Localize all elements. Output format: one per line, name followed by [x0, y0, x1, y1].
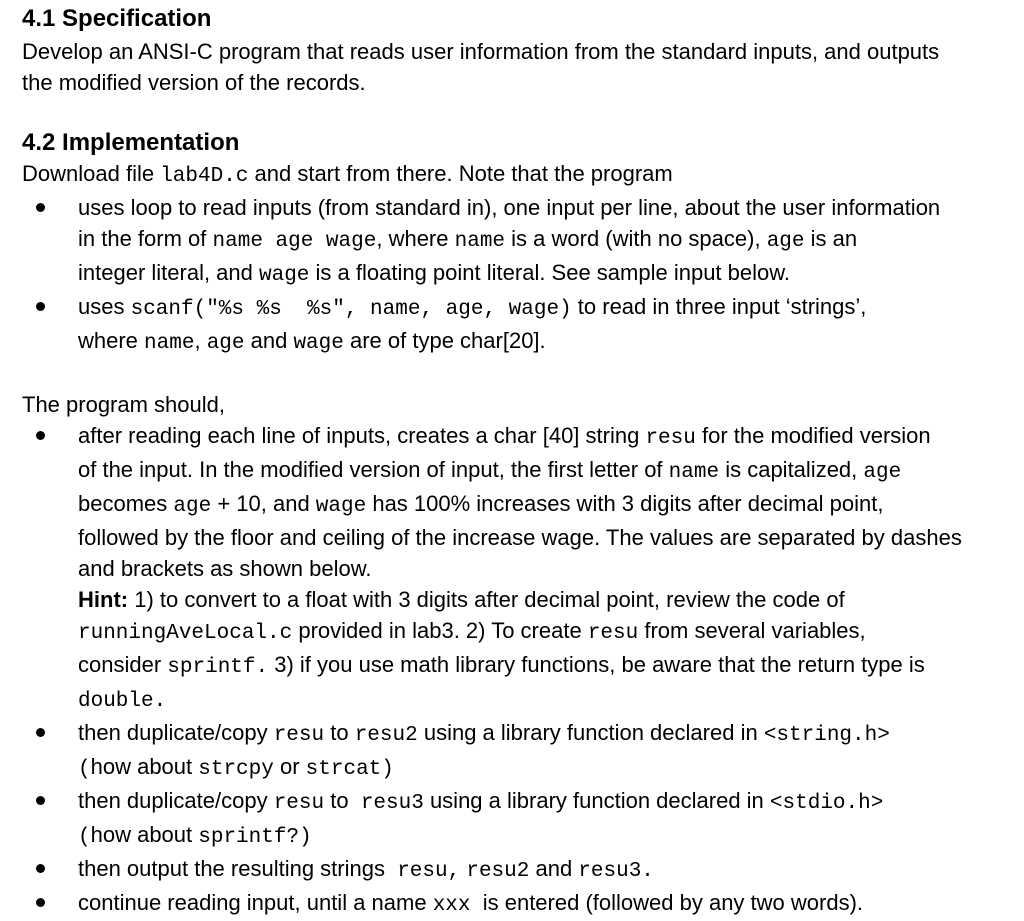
b4-l1c: using a library function declared in: [417, 720, 764, 745]
bullet-item: [22, 853, 1012, 887]
b6-resu3: resu3.: [578, 860, 654, 883]
b6-c: and: [529, 856, 579, 881]
intro-text: Download file: [22, 161, 161, 186]
bullet-item: [22, 785, 1012, 853]
b4-resu: resu: [273, 724, 325, 747]
hint-double: double.: [78, 690, 167, 713]
b3-l1b: for the modified version: [695, 423, 931, 448]
b1-l3a: integer literal, and: [78, 260, 259, 285]
b5-l1c: using a library function declared in: [423, 788, 770, 813]
b6-resu: resu,: [397, 860, 461, 883]
b3-l3b: + 10, and: [211, 491, 316, 516]
hint-label: Hint:: [78, 587, 129, 612]
b1-l1: uses loop to read inputs (from standard in), one input per line, about the user information: [78, 195, 941, 220]
b3-l1a: after reading each line of inputs, creates a char [40] string: [78, 423, 646, 448]
b1-code: name age wage: [212, 230, 377, 253]
file-name: lab4D.c: [160, 165, 249, 188]
b4-strcat: strcat): [305, 758, 394, 781]
b5-sprintf: sprintf?): [198, 826, 312, 849]
b4-resu2: resu2: [354, 724, 418, 747]
b1-l2a: in the form of: [78, 226, 213, 251]
hint-2a: provided in lab3. 2) To create: [292, 618, 588, 643]
spec-line-2: the modified version of the records.: [22, 70, 366, 95]
hint-sprintf: sprintf.: [167, 656, 269, 679]
hint-3a: consider: [78, 652, 168, 677]
intro-text-2: and start from there. Note that the program: [248, 161, 673, 186]
b3-l5: and brackets as shown below.: [78, 556, 372, 581]
impl-bullet-list: [22, 192, 1012, 359]
b5-paren: (: [78, 826, 91, 849]
b2-wage: wage: [293, 332, 344, 355]
b5-resu3: resu3: [360, 792, 424, 815]
section-4-2-heading: 4.2 Implementation: [22, 129, 240, 156]
bullet-item: [22, 291, 1012, 359]
b4-l1a: then duplicate/copy: [78, 720, 274, 745]
b6-resu2: resu2: [466, 860, 530, 883]
b1-l2d: is an: [804, 226, 858, 251]
b3-l2a: of the input. In the modified version of input, the first letter of: [78, 457, 669, 482]
b3-l3c: has 100% increases with 3 digits after decimal point,: [366, 491, 884, 516]
b1-name: name: [454, 230, 506, 253]
bullet-icon: [36, 728, 45, 737]
spec-line-1: Develop an ANSI-C program that reads user information from the standard inputs, and outputs: [22, 39, 940, 64]
hint-code-file: runningAveLocal.c: [78, 622, 293, 645]
bullet-item: [22, 887, 1012, 921]
b2-l2a: where: [78, 328, 145, 353]
b3-l2b: is capitalized,: [719, 457, 864, 482]
b5-l2b: how about: [90, 822, 199, 847]
bullet-icon: [36, 864, 45, 873]
b5-resu: resu: [273, 792, 325, 815]
document-page: [22, 0, 1012, 921]
should-bullet-list: [22, 420, 1012, 921]
program-should: The program should,: [22, 392, 225, 417]
b1-l2b: , where: [376, 226, 455, 251]
b3-l3a: becomes: [78, 491, 174, 516]
b2-l1a: uses: [78, 294, 131, 319]
b3-wage: wage: [315, 495, 367, 518]
b3-age-2: age: [173, 495, 212, 518]
b3-age: age: [863, 461, 902, 484]
b4-l2d: or: [273, 754, 306, 779]
b6-a: then output the resulting strings: [78, 856, 398, 881]
bullet-icon: [36, 796, 45, 805]
b1-wage: wage: [259, 264, 310, 287]
bullet-icon: [36, 302, 45, 311]
bullet-item: [22, 717, 1012, 785]
b2-l1b: to read in three input ‘strings’,: [571, 294, 867, 319]
bullet-item: [22, 420, 1012, 717]
hint-3b: 3) if you use math library functions, be aware that the return type is: [268, 652, 925, 677]
hint-2b: from several variables,: [638, 618, 866, 643]
bullet-item: [22, 192, 1012, 291]
b4-paren: (: [78, 758, 91, 781]
b4-l2b: how about: [90, 754, 199, 779]
b3-name: name: [668, 461, 720, 484]
section-4-1-heading: 4.1 Specification: [22, 5, 212, 32]
b4-header: <string.h>: [763, 724, 890, 747]
b1-l3b: is a floating point literal. See sample input below.: [309, 260, 791, 285]
b5-l1b: to: [324, 788, 361, 813]
b5-l1a: then duplicate/copy: [78, 788, 274, 813]
b5-header: <stdio.h>: [769, 792, 884, 815]
bullet-icon: [36, 431, 45, 440]
b1-age: age: [766, 230, 805, 253]
b3-l4: followed by the floor and ceiling of the increase wage. The values are separated by dashes: [78, 525, 962, 550]
b4-strcpy: strcpy: [198, 758, 274, 781]
b2-name: name: [144, 332, 195, 355]
hint-1: 1) to convert to a float with 3 digits after decimal point, review the code of: [128, 587, 845, 612]
bullet-icon: [36, 203, 45, 212]
b2-l2b: ,: [194, 328, 207, 353]
b2-scanf-code: scanf("%s %s %s", name, age, wage): [130, 298, 572, 321]
b2-l2d: are of type char[20].: [343, 328, 546, 353]
b2-age: age: [206, 332, 245, 355]
b7-b: is entered (followed by any two words).: [470, 890, 864, 915]
b7-a: continue reading input, until a name: [78, 890, 433, 915]
b7-xxx: xxx: [432, 894, 471, 917]
b4-l1b: to: [324, 720, 355, 745]
impl-intro: [22, 158, 1012, 192]
b1-l2c: is a word (with no space),: [505, 226, 767, 251]
b3-resu: resu: [645, 427, 696, 450]
b2-l2c: and: [244, 328, 294, 353]
hint-resu: resu: [587, 622, 639, 645]
